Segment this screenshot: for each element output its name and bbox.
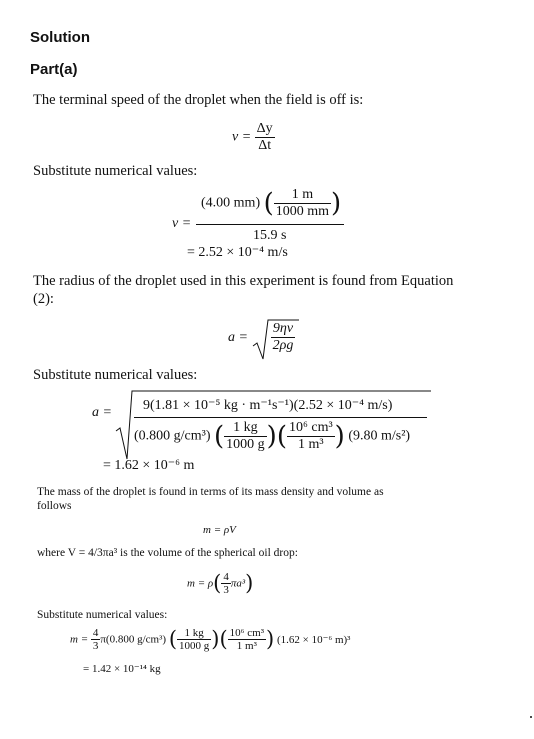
part-a-heading: Part(a) [30, 61, 78, 78]
eq3-gravity: (9.80 m/s²) [348, 428, 411, 444]
eq3-density: (0.800 g/cm³) [134, 428, 211, 444]
eq2-fraction-bar [196, 224, 344, 225]
eq4-radius-cubed: (1.62 × 10⁻⁶ m)³ [276, 634, 351, 646]
paragraph-radius-cont: (2): [33, 291, 54, 307]
eq3-f2-den: 1 m³ [298, 437, 324, 452]
eq-v-lhs: v = [232, 129, 252, 145]
eq3-f2-num: 10⁶ cm³ [288, 420, 333, 435]
eq-m2: m = ρ( $\frac{4}{3}$ πa³) [187, 571, 254, 596]
eq2-lhs: v = [172, 216, 192, 231]
eq-m2-tail: πa³ [230, 577, 246, 590]
eq4-density: π(0.800 g/cm³) [100, 633, 167, 646]
eq2-length: (4.00 mm) [201, 195, 261, 211]
eq4-f1-num: 1 kg [177, 627, 211, 640]
eq-a-frac [269, 321, 297, 354]
eq4-f2-num: 10⁶ cm³ [229, 627, 264, 639]
eq2-denominator: 15.9 s [253, 228, 287, 243]
stray-dot [530, 716, 532, 718]
eq4-f2-den: 1 m³ [236, 640, 257, 652]
paragraph-mass: The mass of the droplet is found in terms of its mass density and volume as [37, 486, 384, 498]
eq2-conv-den: 1000 mm [275, 204, 330, 219]
eq3-numerator: 9(1.81 × 10⁻⁵ kg · m⁻¹s⁻¹)(2.52 × 10⁻⁴ m/s) [143, 398, 393, 413]
eq4-f1-den: 1000 g [179, 640, 210, 652]
solution-heading: Solution [30, 29, 90, 46]
eq4-result: = 1.42 × 10⁻¹⁴ kg [83, 663, 161, 675]
equation-velocity [232, 121, 275, 154]
paragraph-terminal-speed: The terminal speed of the droplet when the field is off is: [33, 92, 364, 108]
eq4-den: 3 [92, 640, 99, 652]
eq-m2-num: 4 [223, 571, 229, 583]
eq-a-den: 2ρg [272, 338, 294, 353]
eq3-f1-den: 1000 g [226, 437, 265, 452]
eq-m-rho-v: m = ρV [203, 524, 236, 536]
substitute-label-3: Substitute numerical values: [37, 609, 168, 621]
eq4-lhs: m = [70, 633, 89, 646]
eq-delta-y: Δy [256, 121, 273, 136]
paragraph-radius: The radius of the droplet used in this experiment is found from Equation [33, 273, 454, 289]
eq4: m = $\frac{4}{3}$ π(0.800 g/cm³) ( $\frac{1 kg}{1000 g}$ )( $\frac{\text{10⁶ cm³}}{\text{1 m³}}$ ) (1.62 × 10⁻⁶ m)³ [70, 627, 351, 652]
eq3-lhs: a = [92, 405, 112, 420]
eq3-f1-num: 1 kg [224, 420, 267, 437]
eq-a-num: 9ηv [271, 321, 296, 338]
eq4-num: 4 [92, 627, 99, 639]
paragraph-mass-cont: follows [37, 500, 72, 512]
eq-m2-den: 3 [223, 584, 229, 596]
substitute-label-1: Substitute numerical values: [33, 163, 198, 179]
eq-delta-t: Δt [258, 138, 272, 153]
eq2-conv-num: 1 m [274, 187, 331, 204]
eq3-result: = 1.62 × 10⁻⁶ m [103, 458, 195, 473]
paragraph-volume: where V = 4/3πa³ is the volume of the spherical oil drop: [37, 547, 298, 559]
eq3-fraction-bar [134, 417, 427, 418]
eq-a-lhs: a = [228, 330, 248, 345]
eq3-denominator: (0.800 g/cm³) ( $\frac{1 kg}{1000 g}$ )( $\frac{\text{10⁶ cm³}}{\text{1 m³}}$ ) (9.80 m/s²) [134, 420, 411, 452]
substitute-label-2: Substitute numerical values: [33, 367, 198, 383]
eq2-result: = 2.52 × 10⁻⁴ m/s [187, 245, 288, 260]
eq2-numerator: (4.00 mm) ( $\frac{1 m}{1000 mm}$ ) [201, 187, 342, 219]
eq-m2-lhs: m = ρ [187, 577, 214, 590]
